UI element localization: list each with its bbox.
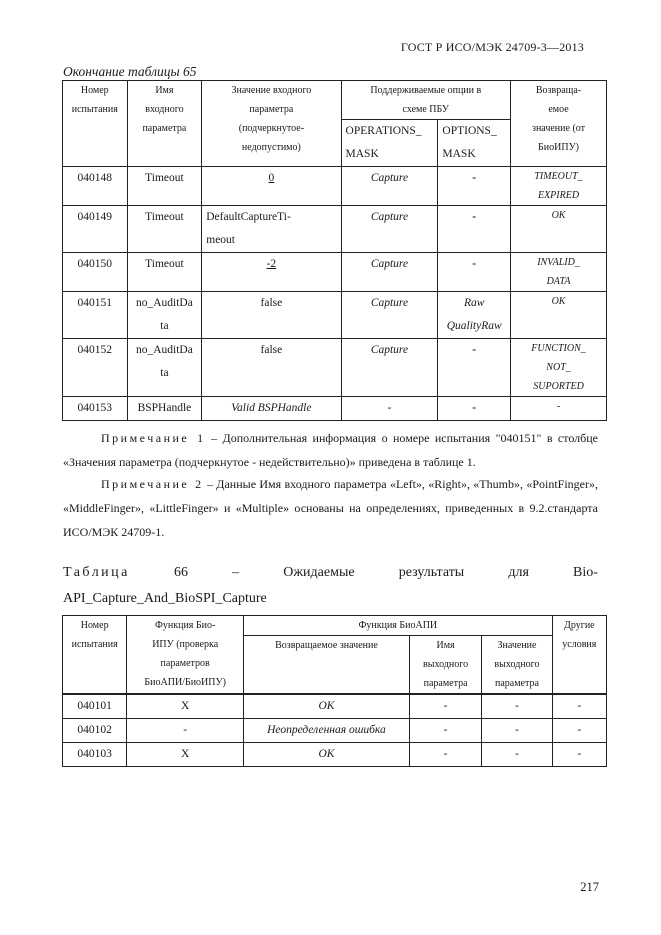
t65-cell-name bbox=[127, 339, 202, 397]
cell-line: false bbox=[260, 297, 283, 309]
cell-line: MASK bbox=[345, 148, 379, 160]
t66-header-other-conditions bbox=[552, 616, 606, 695]
t66-cell-fn: X bbox=[127, 694, 244, 719]
t66-header-number bbox=[63, 616, 127, 695]
cell-line: - bbox=[472, 402, 477, 414]
cell-line: параметров bbox=[160, 658, 210, 669]
cell-line: OK bbox=[551, 210, 566, 221]
page-number: 217 bbox=[580, 880, 599, 894]
cell-line: (подчеркнутое- bbox=[238, 123, 305, 134]
cell-line: DATA bbox=[546, 276, 571, 287]
t66-cell-name: - bbox=[409, 719, 481, 743]
t65-cell-op: - bbox=[341, 397, 438, 421]
cell-line: NOT_ bbox=[546, 362, 571, 373]
t66-cell-val: - bbox=[482, 694, 552, 719]
cell-line: OPERATIONS_ bbox=[345, 125, 422, 137]
cell-line: Timeout bbox=[145, 172, 184, 184]
cell-line: Timeout bbox=[145, 211, 184, 223]
cell-line: значение (от bbox=[532, 123, 586, 134]
cell-line: QualityRaw bbox=[446, 320, 502, 332]
t65-cell-val bbox=[202, 253, 341, 292]
t65-header-operations-mask bbox=[341, 120, 438, 167]
t66-cell-name: - bbox=[409, 743, 481, 767]
t65-cell-ret bbox=[511, 167, 607, 206]
t65-header-return-value bbox=[511, 81, 607, 167]
cell-line: - bbox=[472, 344, 477, 356]
cell-line: FUNCTION_ bbox=[531, 343, 586, 354]
t65-cell-ret bbox=[511, 397, 607, 421]
t66-header-function-api: Функция БиоАПИ bbox=[243, 616, 552, 636]
t65-cell-name bbox=[127, 206, 202, 253]
cell-line: EXPIRED bbox=[537, 190, 580, 201]
t65-body bbox=[63, 167, 607, 421]
table-66 bbox=[62, 615, 607, 767]
table-row bbox=[63, 167, 607, 206]
cell-line: Имя bbox=[155, 85, 174, 96]
table-row bbox=[63, 719, 607, 743]
cell-line: ИПУ (проверка bbox=[152, 639, 219, 650]
cell-line: TIMEOUT_ bbox=[534, 171, 583, 182]
cell-line: - bbox=[556, 401, 561, 412]
cell-line: Значение входного bbox=[231, 85, 312, 96]
t65-cell-op: Capture bbox=[341, 339, 438, 397]
cell-line: выходного bbox=[423, 659, 469, 670]
running-header: ГОСТ Р ИСО/МЭК 24709-3—2013 bbox=[400, 40, 584, 54]
cell-line: Raw bbox=[463, 297, 485, 309]
t66-cell-num: 040103 bbox=[63, 743, 127, 767]
t66-header-return-value: Возвращаемое значение bbox=[243, 636, 409, 695]
t65-cell-opt bbox=[438, 292, 511, 339]
t65-cell-name bbox=[127, 397, 202, 421]
t65-cell-num: 040152 bbox=[63, 339, 128, 397]
t65-cell-opt bbox=[438, 397, 511, 421]
t65-cell-name bbox=[127, 167, 202, 206]
t65-cell-val bbox=[202, 397, 341, 421]
table-row bbox=[63, 206, 607, 253]
cell-line: Valid BSPHandle bbox=[231, 402, 312, 414]
t66-cell-val: - bbox=[482, 719, 552, 743]
t65-cell-opt bbox=[438, 206, 511, 253]
t65-cell-op: Capture bbox=[341, 292, 438, 339]
t66-cell-ret: OK bbox=[243, 694, 409, 719]
table-66-caption: Таблица 66 – Ожидаемые результаты для Bio- API_Capture_And_BioSPI_Capture bbox=[63, 565, 598, 606]
t66-cell-val: - bbox=[482, 743, 552, 767]
cell-line: ta bbox=[160, 367, 169, 379]
cell-line: недопустимо) bbox=[241, 142, 301, 153]
cell-line: Имя bbox=[436, 640, 455, 651]
cell-line: схеме ПБУ bbox=[402, 104, 450, 115]
cell-line: ta bbox=[160, 320, 169, 332]
cell-line: - bbox=[472, 172, 477, 184]
cell-line: Номер bbox=[80, 85, 109, 96]
cell-line: no_AuditDa bbox=[135, 297, 193, 309]
cell-line: false bbox=[260, 344, 283, 356]
cell-line: SUPORTED bbox=[533, 381, 584, 392]
t65-cell-ret bbox=[511, 253, 607, 292]
t65-cell-val bbox=[202, 206, 341, 253]
t66-cell-num: 040102 bbox=[63, 719, 127, 743]
t65-cell-ret bbox=[511, 206, 607, 253]
t65-header-param-name bbox=[127, 81, 202, 167]
cell-line: параметра bbox=[495, 678, 539, 689]
note-1: Примечание 1 – Дополнительная информация о номере испытания "040151" в столбце «Значения параметра (подчеркнутое - недействительно)» приведена в таблице 1. bbox=[63, 431, 598, 469]
cell-line: Значение bbox=[497, 640, 537, 651]
t65-cell-op: Capture bbox=[341, 253, 438, 292]
cell-line: испытания bbox=[71, 104, 118, 115]
cell-line: условия bbox=[562, 639, 597, 650]
table-65 bbox=[62, 80, 607, 421]
t65-cell-ret bbox=[511, 292, 607, 339]
note-2: Примечание 2 – Данные Имя входного параметра «Left», «Right», «Thumb», «PointFinger», «MiddleFinger», «LittleFinger» и «Multiple» основаны на определениях, приведенных в 9.2.стандарта ИСО/МЭК 24709-1. bbox=[63, 477, 598, 539]
t65-cell-opt bbox=[438, 167, 511, 206]
cell-line: Другие bbox=[564, 620, 595, 631]
t66-cell-name: - bbox=[409, 694, 481, 719]
t65-cell-num: 040149 bbox=[63, 206, 128, 253]
t65-cell-ret bbox=[511, 339, 607, 397]
t66-header-output-value bbox=[482, 636, 552, 695]
t65-header-options-mask bbox=[438, 120, 511, 167]
t65-cell-num: 040150 bbox=[63, 253, 128, 292]
cell-line: испытания bbox=[71, 639, 118, 650]
t66-header-output-name bbox=[409, 636, 481, 695]
cell-line: MASK bbox=[442, 148, 476, 160]
cell-line: Возвраща- bbox=[535, 85, 582, 96]
cell-line: Номер bbox=[80, 620, 109, 631]
t66-cell-num: 040101 bbox=[63, 694, 127, 719]
cell-line: meout bbox=[206, 234, 235, 246]
cell-line: выходного bbox=[494, 659, 540, 670]
t66-cell-other: - bbox=[552, 719, 606, 743]
t65-header-supported-options bbox=[341, 81, 511, 120]
cell-line: DefaultCaptureTi- bbox=[206, 211, 291, 223]
table-65-caption: Окончание таблицы 65 bbox=[63, 64, 197, 79]
cell-line: BSPHandle bbox=[137, 402, 192, 414]
cell-line: - bbox=[472, 258, 477, 270]
cell-line: БиоАПИ/БиоИПУ) bbox=[144, 677, 226, 688]
t65-cell-val bbox=[202, 292, 341, 339]
t65-cell-op: Capture bbox=[341, 167, 438, 206]
t66-cell-other: - bbox=[552, 743, 606, 767]
table-row bbox=[63, 397, 607, 421]
cell-line: параметра bbox=[423, 678, 468, 689]
cell-line: Timeout bbox=[145, 258, 184, 270]
t65-cell-val bbox=[202, 167, 341, 206]
cell-line: INVALID_ bbox=[537, 257, 580, 268]
cell-line: -2 bbox=[266, 258, 277, 270]
t65-cell-num: 040148 bbox=[63, 167, 128, 206]
cell-line: параметра bbox=[249, 104, 294, 115]
cell-line: - bbox=[472, 211, 477, 223]
t65-cell-num: 040153 bbox=[63, 397, 128, 421]
t65-cell-opt bbox=[438, 253, 511, 292]
cell-line: параметра bbox=[142, 123, 187, 134]
t66-body bbox=[63, 694, 607, 767]
t65-cell-val bbox=[202, 339, 341, 397]
table-row bbox=[63, 743, 607, 767]
t66-cell-ret: OK bbox=[243, 743, 409, 767]
cell-line: OPTIONS_ bbox=[442, 125, 497, 137]
t66-cell-other: - bbox=[552, 694, 606, 719]
t65-cell-name bbox=[127, 292, 202, 339]
t65-cell-num: 040151 bbox=[63, 292, 128, 339]
cell-line: Поддерживаемые опции в bbox=[370, 85, 482, 96]
cell-line: входного bbox=[145, 104, 184, 115]
cell-line: OK bbox=[551, 296, 566, 307]
t65-header-param-value bbox=[202, 81, 341, 167]
cell-line: no_AuditDa bbox=[135, 344, 193, 356]
t65-cell-name bbox=[127, 253, 202, 292]
t66-cell-ret: Неопределенная ошибка bbox=[243, 719, 409, 743]
cell-line: 0 bbox=[268, 172, 275, 184]
table-row bbox=[63, 339, 607, 397]
t66-cell-fn: - bbox=[127, 719, 244, 743]
t66-header-function-bsp bbox=[127, 616, 244, 695]
cell-line: Функция Био- bbox=[154, 620, 216, 631]
t65-header-number bbox=[63, 81, 128, 167]
table-row bbox=[63, 694, 607, 719]
t65-cell-opt bbox=[438, 339, 511, 397]
cell-line: емое bbox=[548, 104, 569, 115]
t66-cell-fn: X bbox=[127, 743, 244, 767]
table-row bbox=[63, 292, 607, 339]
t65-cell-op: Capture bbox=[341, 206, 438, 253]
table-row bbox=[63, 253, 607, 292]
cell-line: БиоИПУ) bbox=[538, 142, 579, 153]
